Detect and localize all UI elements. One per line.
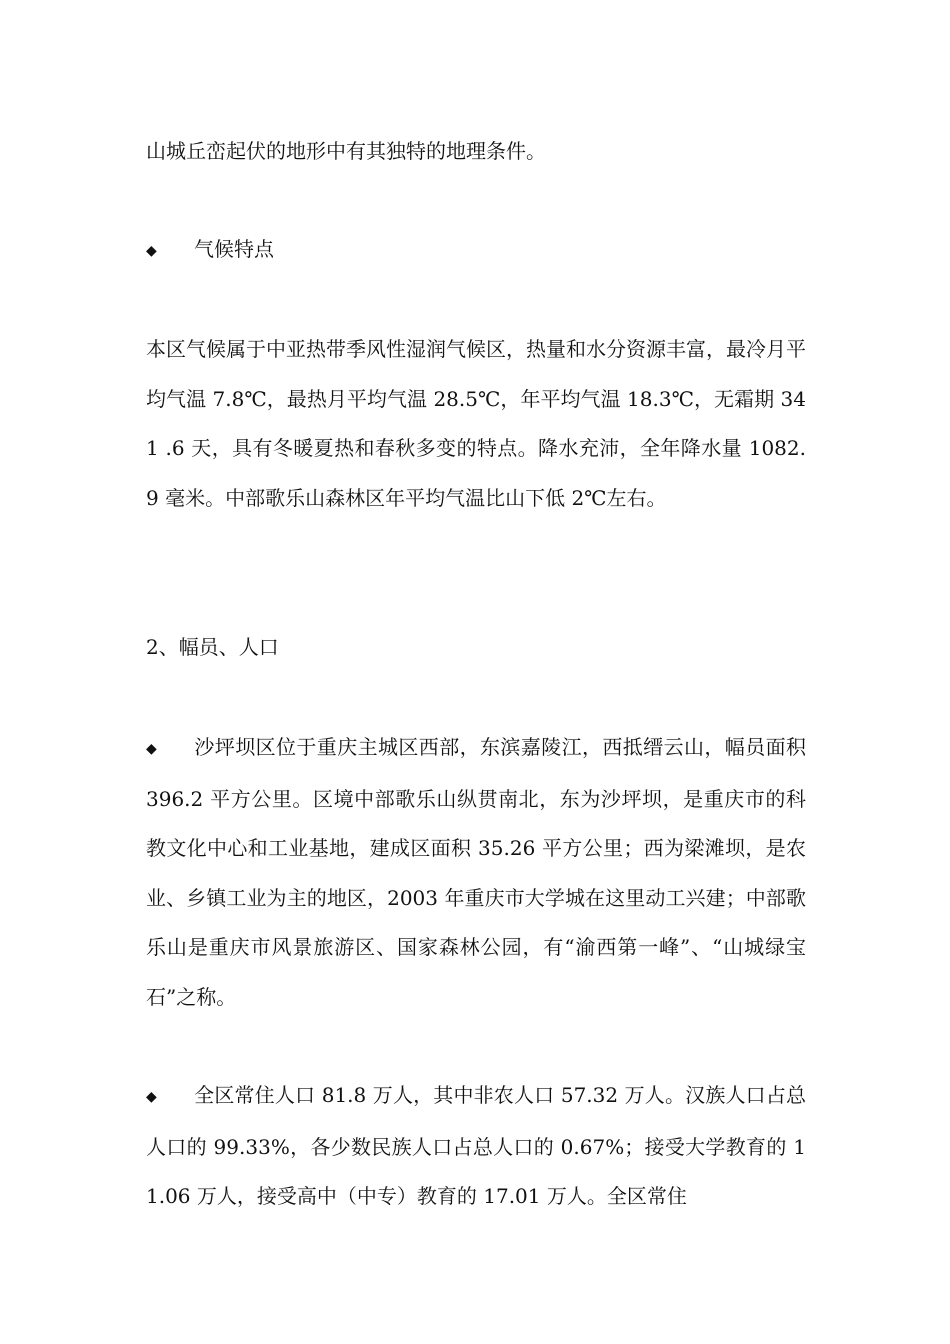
area-paragraph-text: 沙坪坝区位于重庆主城区西部，东滨嘉陵江，西抵缙云山，幅员面积 396.2 平方公里。区境中部歌乐山纵贯南北，东为沙坪坝，是重庆市的科教文化中心和工业基地，建成区面积 35.26 平方公里；西为梁滩坝，是农业、乡镇工业为主的地区，2003 年重庆市大学城在这里动工兴建；中部歌乐山是重庆市风景旅游区、国家森林公园，有“渝西第一峰”、“山城绿宝石”之称。 [146, 735, 806, 1009]
diamond-bullet-icon: ◆ [146, 243, 157, 259]
population-paragraph-text: 全区常住人口 81.8 万人，其中非农人口 57.32 万人。汉族人口占总人口的 99.33%，各少数民族人口占总人口的 0.67%；接受大学教育的 11.06 万人，接受高中（中专）教育的 17.01 万人。全区常住 [146, 1083, 806, 1208]
climate-paragraph: 本区气候属于中亚热带季风性湿润气候区，热量和水分资源丰富，最冷月平均气温 7.8℃，最热月平均气温 28.5℃，年平均气温 18.3℃，无霜期 341 .6 天，具有冬暖夏热和春秋多变的特点。降水充沛，全年降水量 1082.9 毫米。中部歌乐山森林区年平均气温比山下低 2℃左右。 [146, 337, 806, 510]
climate-heading [146, 225, 806, 277]
diamond-bullet-icon: ◆ [146, 741, 157, 757]
climate-heading-title: 气候特点 [194, 237, 274, 261]
intro-paragraph-end: 山城丘峦起伏的地形中有其独特的地理条件。 [146, 139, 546, 163]
population-paragraph [146, 1071, 806, 1222]
section-2-heading: 2、幅员、人口 [146, 635, 279, 659]
diamond-bullet-icon: ◆ [146, 1089, 157, 1105]
area-paragraph [146, 723, 806, 1022]
